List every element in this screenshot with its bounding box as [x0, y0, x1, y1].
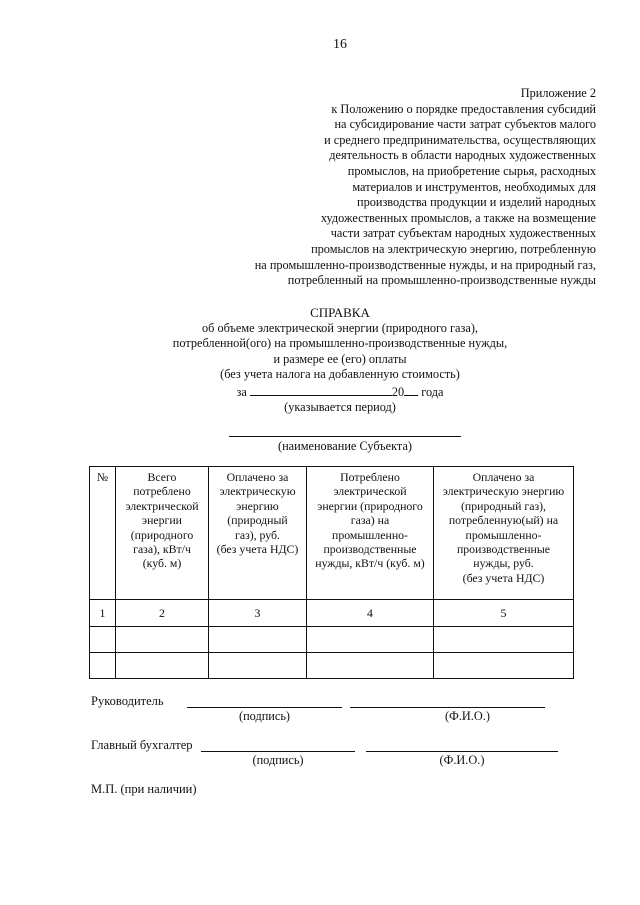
table-cell[interactable]	[434, 653, 574, 679]
table-header-cell	[116, 467, 209, 600]
year-blank[interactable]	[404, 383, 418, 396]
table-header-text: Потреблено	[340, 470, 400, 484]
appendix-line: к Положению о порядке предоставления субсидий	[331, 101, 596, 116]
appendix-line: и среднего предпринимательства, осуществляющих	[324, 132, 596, 147]
period-blank[interactable]	[250, 383, 392, 396]
table-cell[interactable]	[434, 627, 574, 653]
head-name-caption: (Ф.И.О.)	[445, 709, 490, 723]
table-header-text: электрической	[125, 498, 199, 513]
appendix-line: деятельность в области народных художественных	[329, 148, 596, 163]
appendix-line: промыслов, на приобретение сырья, расходных	[347, 163, 596, 178]
accountant-signature-caption: (подпись)	[252, 753, 304, 767]
table-header-text: (природный	[227, 513, 288, 528]
table-header-text: нужды, кВт/ч (куб. м)	[315, 556, 425, 571]
table-cell[interactable]	[90, 653, 116, 679]
appendix-line: промыслов на электрическую энергию, потребленную	[311, 241, 596, 256]
table-header-text: электрическую	[219, 484, 296, 499]
table-row	[90, 627, 574, 653]
appendix-line: художественных промыслов, а также на возмещение	[320, 210, 596, 225]
table-header-cell	[307, 467, 434, 600]
certificate-line-1: об объеме электрической энергии (природного газа),	[201, 320, 478, 335]
head-signature-caption: (подпись)	[238, 709, 291, 723]
table-header-text: газ), руб.	[235, 527, 280, 542]
table-header-text: (природного	[130, 527, 194, 542]
certificate-title-block	[0, 305, 640, 416]
seal-note: М.П. (при наличии)	[91, 782, 197, 796]
head-signature-blank[interactable]	[187, 707, 342, 708]
table-header-text: производственные	[456, 542, 551, 557]
appendix-line: материалов и инструментов, необходимых для	[352, 179, 596, 194]
head-name-blank[interactable]	[350, 707, 545, 708]
table-header-row	[90, 467, 574, 600]
table-header-text: газа) на	[350, 513, 390, 528]
table-header-cell	[90, 467, 116, 600]
period-year-prefix: 20	[391, 384, 405, 399]
energy-table	[89, 466, 574, 679]
table-header-text: промышленно-	[465, 527, 542, 542]
certificate-title: СПРАВКА	[310, 305, 370, 320]
table-header-text: (без учета НДС)	[216, 542, 299, 557]
table-cell[interactable]	[116, 627, 209, 653]
head-label: Руководитель	[91, 694, 164, 708]
table-header-cell	[209, 467, 307, 600]
subject-caption: (наименование Субъекта)	[277, 439, 413, 453]
table-column-number: 5	[434, 600, 574, 627]
table-header-text: электрической	[333, 484, 407, 499]
period-caption: (указывается период)	[284, 400, 396, 414]
table-header-text: №	[96, 470, 109, 484]
table-cell[interactable]	[209, 627, 307, 653]
accountant-name-blank[interactable]	[366, 751, 558, 752]
accountant-signature-blank[interactable]	[201, 751, 355, 752]
certificate-line-3: и размере ее (его) оплаты	[273, 351, 407, 366]
table-column-number: 2	[116, 600, 209, 627]
table-cell[interactable]	[307, 627, 434, 653]
appendix-line: потребленный на промышленно-производственные нужды	[287, 273, 596, 288]
appendix-line: производства продукции и изделий народных	[356, 195, 596, 210]
table-header-text: потреблено	[133, 484, 191, 499]
certificate-line-4: (без учета налога на добавленную стоимость)	[220, 367, 460, 381]
table-column-number: 1	[90, 600, 116, 627]
appendix-line: на субсидирование части затрат субъектов малого	[334, 117, 596, 132]
appendix-header	[216, 86, 596, 289]
table-header-text: электрическую энергию	[442, 484, 565, 499]
subject-name-blank[interactable]	[229, 436, 461, 437]
table-header-text: энергии (природного	[317, 498, 423, 513]
period-prefix: за	[236, 384, 247, 399]
table-cell[interactable]	[209, 653, 307, 679]
table-header-text: энергии	[142, 513, 182, 528]
page-number: 16	[333, 37, 347, 52]
table-header-cell	[434, 467, 574, 600]
table-header-text: производственные	[323, 542, 417, 557]
appendix-line: Приложение 2	[520, 86, 596, 100]
appendix-line: на промышленно-производственные нужды, и на природный газ,	[254, 257, 596, 272]
table-cell[interactable]	[116, 653, 209, 679]
table-number-row	[90, 600, 574, 627]
table-header-text: (куб. м)	[142, 556, 182, 571]
table-cell[interactable]	[307, 653, 434, 679]
table-column-number: 3	[209, 600, 307, 627]
table-header-text: Оплачено за	[472, 470, 535, 484]
table-header-text: потребленную(ый) на	[448, 513, 559, 528]
table-cell[interactable]	[90, 627, 116, 653]
table-row	[90, 653, 574, 679]
period-suffix: года	[421, 384, 444, 399]
table-header-text: Оплачено за	[226, 470, 289, 484]
table-header-text: (без учета НДС)	[462, 570, 545, 585]
table-header-text: нужды, руб.	[473, 556, 534, 571]
certificate-line-2: потребленной(ого) на промышленно-производственные нужды,	[172, 336, 508, 350]
table-header-text: (природный газ),	[460, 498, 547, 513]
accountant-label: Главный бухгалтер	[91, 738, 193, 752]
table-header-text: газа), кВт/ч	[133, 542, 191, 557]
table-header-text: энергию	[236, 498, 279, 513]
table-column-number: 4	[307, 600, 434, 627]
table-header-text: Всего	[147, 470, 177, 484]
period-line	[0, 383, 640, 401]
appendix-line: части затрат субъектам народных художественных	[330, 226, 596, 241]
accountant-name-caption: (Ф.И.О.)	[439, 753, 485, 767]
table-header-text: промышленно-	[332, 527, 408, 542]
